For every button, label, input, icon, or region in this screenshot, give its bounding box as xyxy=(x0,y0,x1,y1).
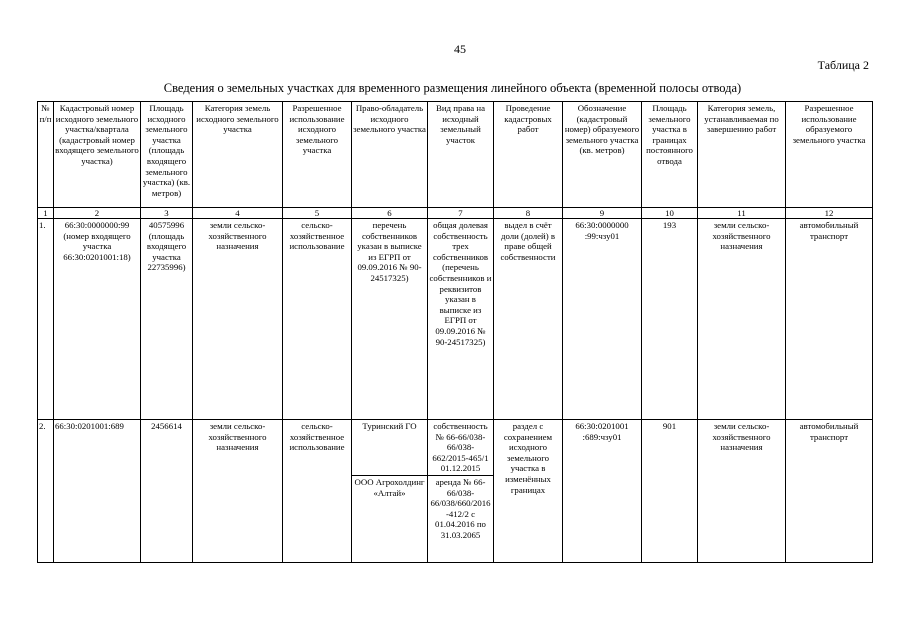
column-number: 1 xyxy=(38,208,54,219)
land-category-cell: земли сельско-хозяйственного назначения xyxy=(193,219,283,420)
new-cadastral-number-cell: 66:30:0201001 :689:чзу01 xyxy=(563,420,642,563)
new-area-cell: 901 xyxy=(642,420,698,563)
column-number: 6 xyxy=(352,208,428,219)
land-plots-table xyxy=(37,101,873,563)
column-header: Право-обладатель исходного земельного участка xyxy=(352,102,428,208)
row-number: 2. xyxy=(38,420,54,563)
column-number: 3 xyxy=(141,208,193,219)
new-category-cell: земли сельско-хозяйственного назначения xyxy=(698,219,786,420)
page-number: 45 xyxy=(454,42,466,56)
column-header: Обозначение (кадастровый номер) образуемого земельного участка (кв. метров) xyxy=(563,102,642,208)
table-row xyxy=(38,219,873,420)
column-number: 10 xyxy=(642,208,698,219)
cadastral-works-cell: выдел в счёт доли (долей) в праве общей собственности xyxy=(494,219,563,420)
column-number: 7 xyxy=(428,208,494,219)
new-area-cell: 193 xyxy=(642,219,698,420)
column-number: 12 xyxy=(786,208,873,219)
area-cell: 40575996 (площадь входящего участка 22735996) xyxy=(141,219,193,420)
row-number: 1. xyxy=(38,219,54,420)
new-permitted-use-cell: автомобильный транспорт xyxy=(786,219,873,420)
cadastral-number-cell: 66:30:0000000:99 (номер входящего участка 66:30:0201001:18) xyxy=(54,219,141,420)
column-header: Разрешенное использование образуемого земельного участка xyxy=(786,102,873,208)
column-header: Разрешенное использование исходного земельного участка xyxy=(283,102,352,208)
table-row xyxy=(38,420,873,476)
owner-cell: перечень собственников указан в выписке из ЕГРП от 09.09.2016 № 90-24517325) xyxy=(352,219,428,420)
column-header: Категория земель исходного земельного участка xyxy=(193,102,283,208)
permitted-use-cell: сельско-хозяйственное использование xyxy=(283,219,352,420)
table-label: Таблица 2 xyxy=(817,58,869,72)
column-header: Площадь исходного земельного участка (площадь входящего земельного участка) (кв. метров) xyxy=(141,102,193,208)
column-number-row xyxy=(38,208,873,219)
column-number: 2 xyxy=(54,208,141,219)
header-row xyxy=(38,102,873,208)
column-header: Категория земель, устанавливаемая по завершению работ xyxy=(698,102,786,208)
new-category-cell: земли сельско-хозяйственного назначения xyxy=(698,420,786,563)
right-type-cell: собственность № 66-66/038-66/038-662/2015-465/1 01.12.2015 xyxy=(428,420,494,476)
right-type-cell: аренда № 66-66/038-66/038/660/2016-412/2 с 01.04.2016 по 31.03.2065 xyxy=(428,475,494,562)
column-header: № п/п xyxy=(38,102,54,208)
owner-cell: ООО Агрохолдинг «Алтай» xyxy=(352,475,428,562)
owner-cell: Туринский ГО xyxy=(352,420,428,476)
column-header: Площадь земельного участка в границах постоянного отвода xyxy=(642,102,698,208)
column-number: 11 xyxy=(698,208,786,219)
land-category-cell: земли сельско-хозяйственного назначения xyxy=(193,420,283,563)
column-header: Проведение кадастровых работ xyxy=(494,102,563,208)
document-title: Сведения о земельных участках для временного размещения линейного объекта (временной полосы отвода) xyxy=(163,81,742,95)
cadastral-works-cell: раздел с сохранением исходного земельного участка в изменённых границах xyxy=(494,420,563,563)
new-cadastral-number-cell: 66:30:0000000 :99:чзу01 xyxy=(563,219,642,420)
right-type-cell: общая долевая собственность трех собственников (перечень собственников и реквизитов указан в выписке из ЕГРП от 09.09.2016 № 90-24517325) xyxy=(428,219,494,420)
column-number: 8 xyxy=(494,208,563,219)
column-header: Вид права на исходный земельный участок xyxy=(428,102,494,208)
column-number: 5 xyxy=(283,208,352,219)
new-permitted-use-cell: автомобильный транспорт xyxy=(786,420,873,563)
column-number: 9 xyxy=(563,208,642,219)
column-header: Кадастровый номер исходного земельного участка/квартала (кадастровый номер входящего земельного участка) xyxy=(54,102,141,208)
cadastral-number-cell: 66:30:0201001:689 xyxy=(54,420,141,563)
permitted-use-cell: сельско-хозяйственное использование xyxy=(283,420,352,563)
area-cell: 2456614 xyxy=(141,420,193,563)
column-number: 4 xyxy=(193,208,283,219)
